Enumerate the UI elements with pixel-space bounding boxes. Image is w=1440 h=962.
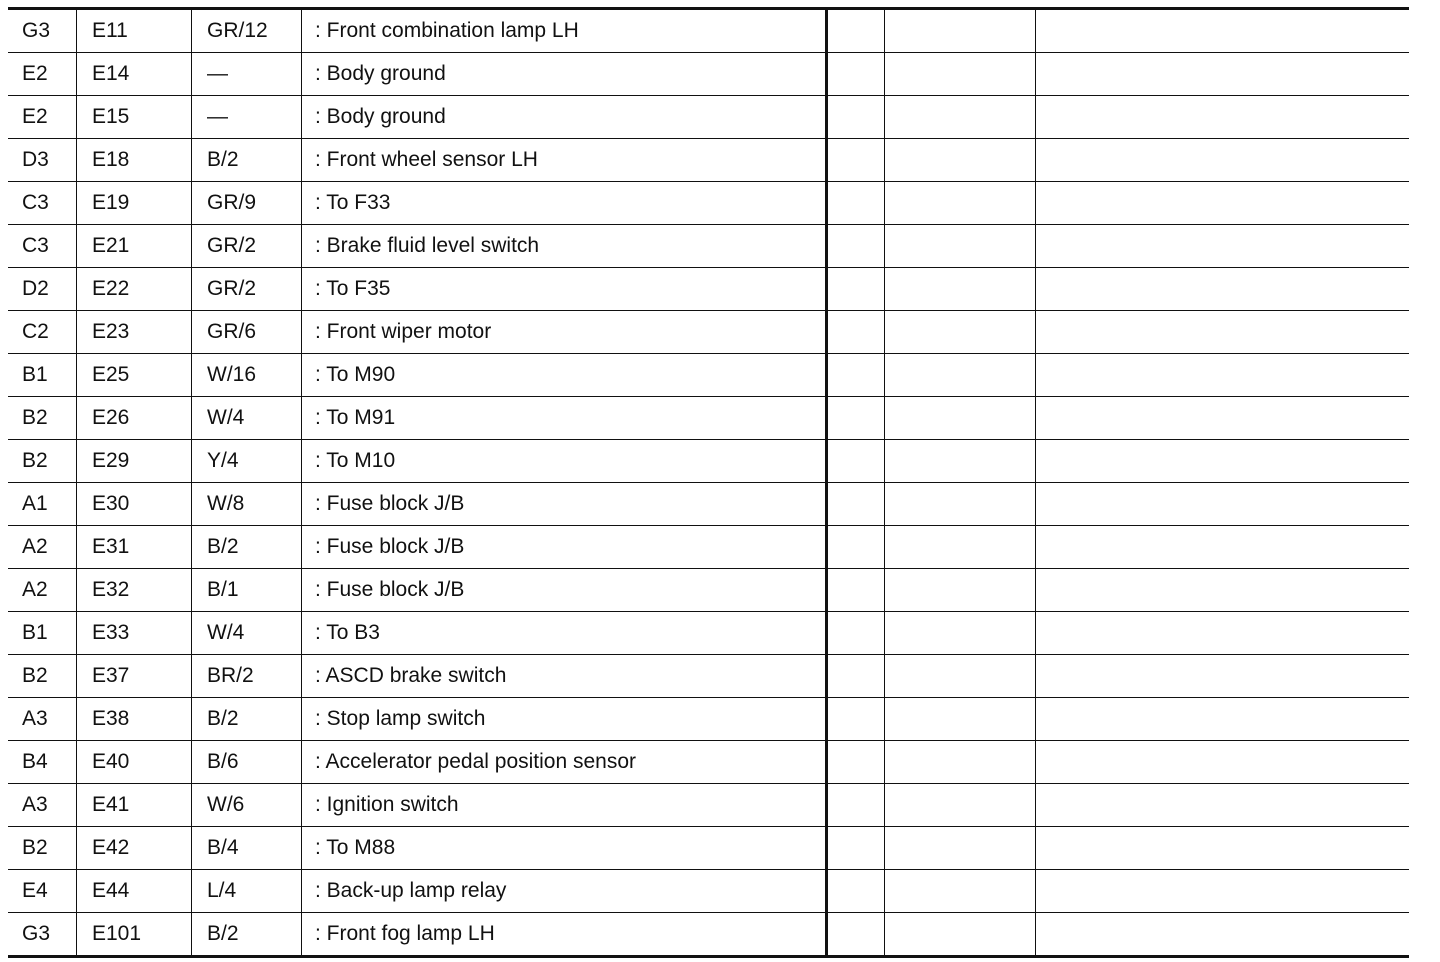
description-cell: : To F33 xyxy=(302,182,827,225)
connector-number-cell: E26 xyxy=(77,397,192,440)
empty-cell xyxy=(1036,483,1410,526)
connector-list-sheet xyxy=(8,7,1409,958)
table-row xyxy=(8,698,1409,741)
empty-cell xyxy=(827,440,885,483)
empty-cell xyxy=(827,9,885,53)
grid-reference-cell: A3 xyxy=(8,784,77,827)
grid-reference-cell: E2 xyxy=(8,53,77,96)
wire-color-cell: W/6 xyxy=(192,784,302,827)
wire-color-cell: B/2 xyxy=(192,913,302,957)
grid-reference-cell: E2 xyxy=(8,96,77,139)
connector-number-cell: E42 xyxy=(77,827,192,870)
empty-cell xyxy=(827,139,885,182)
wire-color-cell: B/2 xyxy=(192,139,302,182)
empty-cell xyxy=(885,913,1036,957)
table-row xyxy=(8,655,1409,698)
description-cell: : Fuse block J/B xyxy=(302,483,827,526)
empty-cell xyxy=(827,354,885,397)
description-cell: : Front wheel sensor LH xyxy=(302,139,827,182)
connector-number-cell: E33 xyxy=(77,612,192,655)
grid-reference-cell: E4 xyxy=(8,870,77,913)
connector-number-cell: E23 xyxy=(77,311,192,354)
empty-cell xyxy=(885,96,1036,139)
empty-cell xyxy=(1036,913,1410,957)
table-row xyxy=(8,311,1409,354)
connector-number-cell: E11 xyxy=(77,9,192,53)
connector-number-cell: E25 xyxy=(77,354,192,397)
table-row xyxy=(8,96,1409,139)
wire-color-cell: B/2 xyxy=(192,526,302,569)
wire-color-cell: Y/4 xyxy=(192,440,302,483)
table-row xyxy=(8,440,1409,483)
wire-color-cell: W/4 xyxy=(192,612,302,655)
empty-cell xyxy=(827,268,885,311)
grid-reference-cell: C3 xyxy=(8,182,77,225)
description-cell: : To M10 xyxy=(302,440,827,483)
grid-reference-cell: A3 xyxy=(8,698,77,741)
connector-number-cell: E40 xyxy=(77,741,192,784)
empty-cell xyxy=(885,870,1036,913)
wire-color-cell: GR/12 xyxy=(192,9,302,53)
connector-number-cell: E14 xyxy=(77,53,192,96)
empty-cell xyxy=(885,53,1036,96)
empty-cell xyxy=(827,182,885,225)
empty-cell xyxy=(827,311,885,354)
table-row xyxy=(8,870,1409,913)
grid-reference-cell: B2 xyxy=(8,440,77,483)
empty-cell xyxy=(885,354,1036,397)
empty-cell xyxy=(885,655,1036,698)
empty-cell xyxy=(1036,741,1410,784)
description-cell: : To F35 xyxy=(302,268,827,311)
grid-reference-cell: A2 xyxy=(8,569,77,612)
empty-cell xyxy=(885,225,1036,268)
description-cell: : Brake fluid level switch xyxy=(302,225,827,268)
wire-color-cell: W/16 xyxy=(192,354,302,397)
empty-cell xyxy=(1036,827,1410,870)
description-cell: : Body ground xyxy=(302,53,827,96)
connector-number-cell: E19 xyxy=(77,182,192,225)
connector-number-cell: E31 xyxy=(77,526,192,569)
grid-reference-cell: B1 xyxy=(8,354,77,397)
grid-reference-cell: D3 xyxy=(8,139,77,182)
connector-number-cell: E15 xyxy=(77,96,192,139)
empty-cell xyxy=(1036,139,1410,182)
table-row xyxy=(8,827,1409,870)
grid-reference-cell: B4 xyxy=(8,741,77,784)
wire-color-cell: B/4 xyxy=(192,827,302,870)
table-row xyxy=(8,225,1409,268)
wire-color-cell: W/8 xyxy=(192,483,302,526)
empty-cell xyxy=(1036,569,1410,612)
empty-cell xyxy=(1036,784,1410,827)
wire-color-cell: GR/6 xyxy=(192,311,302,354)
table-row xyxy=(8,612,1409,655)
empty-cell xyxy=(885,182,1036,225)
empty-cell xyxy=(885,440,1036,483)
description-cell: : Accelerator pedal position sensor xyxy=(302,741,827,784)
wire-color-cell: B/6 xyxy=(192,741,302,784)
grid-reference-cell: A2 xyxy=(8,526,77,569)
connector-number-cell: E21 xyxy=(77,225,192,268)
connector-number-cell: E18 xyxy=(77,139,192,182)
grid-reference-cell: B2 xyxy=(8,655,77,698)
empty-cell xyxy=(827,741,885,784)
empty-cell xyxy=(1036,9,1410,53)
empty-cell xyxy=(885,741,1036,784)
wire-color-cell: B/2 xyxy=(192,698,302,741)
empty-cell xyxy=(1036,268,1410,311)
table-body xyxy=(8,9,1409,957)
empty-cell xyxy=(827,225,885,268)
table-row xyxy=(8,483,1409,526)
empty-cell xyxy=(827,913,885,957)
grid-reference-cell: A1 xyxy=(8,483,77,526)
description-cell: : Front wiper motor xyxy=(302,311,827,354)
empty-cell xyxy=(1036,53,1410,96)
empty-cell xyxy=(827,526,885,569)
empty-cell xyxy=(827,784,885,827)
wire-color-cell: W/4 xyxy=(192,397,302,440)
table-row xyxy=(8,397,1409,440)
empty-cell xyxy=(885,784,1036,827)
description-cell: : Stop lamp switch xyxy=(302,698,827,741)
empty-cell xyxy=(885,827,1036,870)
grid-reference-cell: D2 xyxy=(8,268,77,311)
description-cell: : To M90 xyxy=(302,354,827,397)
table-row xyxy=(8,139,1409,182)
grid-reference-cell: G3 xyxy=(8,9,77,53)
wire-color-cell: L/4 xyxy=(192,870,302,913)
empty-cell xyxy=(1036,311,1410,354)
description-cell: : Body ground xyxy=(302,96,827,139)
table-row xyxy=(8,913,1409,957)
description-cell: : ASCD brake switch xyxy=(302,655,827,698)
wire-color-cell: B/1 xyxy=(192,569,302,612)
table-row xyxy=(8,268,1409,311)
empty-cell xyxy=(827,827,885,870)
connector-number-cell: E38 xyxy=(77,698,192,741)
wire-color-cell: BR/2 xyxy=(192,655,302,698)
empty-cell xyxy=(885,483,1036,526)
empty-cell xyxy=(827,655,885,698)
empty-cell xyxy=(1036,182,1410,225)
table-row xyxy=(8,569,1409,612)
empty-cell xyxy=(827,870,885,913)
wire-color-cell: GR/9 xyxy=(192,182,302,225)
connector-number-cell: E32 xyxy=(77,569,192,612)
connector-number-cell: E37 xyxy=(77,655,192,698)
empty-cell xyxy=(1036,354,1410,397)
empty-cell xyxy=(827,96,885,139)
empty-cell xyxy=(885,397,1036,440)
empty-cell xyxy=(1036,870,1410,913)
table-row xyxy=(8,784,1409,827)
description-cell: : To M88 xyxy=(302,827,827,870)
empty-cell xyxy=(885,612,1036,655)
description-cell: : Front fog lamp LH xyxy=(302,913,827,957)
grid-reference-cell: B2 xyxy=(8,827,77,870)
empty-cell xyxy=(885,268,1036,311)
description-cell: : To B3 xyxy=(302,612,827,655)
connector-table xyxy=(8,7,1409,958)
empty-cell xyxy=(885,139,1036,182)
empty-cell xyxy=(1036,526,1410,569)
wire-color-cell: GR/2 xyxy=(192,225,302,268)
connector-number-cell: E22 xyxy=(77,268,192,311)
grid-reference-cell: B1 xyxy=(8,612,77,655)
empty-cell xyxy=(827,483,885,526)
empty-cell xyxy=(885,526,1036,569)
empty-cell xyxy=(1036,655,1410,698)
grid-reference-cell: B2 xyxy=(8,397,77,440)
wire-color-cell: GR/2 xyxy=(192,268,302,311)
description-cell: : Fuse block J/B xyxy=(302,569,827,612)
table-row xyxy=(8,741,1409,784)
table-row xyxy=(8,53,1409,96)
table-row xyxy=(8,9,1409,53)
empty-cell xyxy=(1036,440,1410,483)
empty-cell xyxy=(827,569,885,612)
connector-number-cell: E44 xyxy=(77,870,192,913)
empty-cell xyxy=(885,9,1036,53)
connector-number-cell: E29 xyxy=(77,440,192,483)
grid-reference-cell: C2 xyxy=(8,311,77,354)
empty-cell xyxy=(1036,225,1410,268)
wire-color-cell: — xyxy=(192,53,302,96)
description-cell: : Back-up lamp relay xyxy=(302,870,827,913)
description-cell: : Fuse block J/B xyxy=(302,526,827,569)
wire-color-cell: — xyxy=(192,96,302,139)
description-cell: : Ignition switch xyxy=(302,784,827,827)
empty-cell xyxy=(827,612,885,655)
empty-cell xyxy=(885,569,1036,612)
description-cell: : To M91 xyxy=(302,397,827,440)
empty-cell xyxy=(885,311,1036,354)
empty-cell xyxy=(1036,612,1410,655)
empty-cell xyxy=(827,53,885,96)
empty-cell xyxy=(827,397,885,440)
connector-number-cell: E30 xyxy=(77,483,192,526)
connector-number-cell: E41 xyxy=(77,784,192,827)
description-cell: : Front combination lamp LH xyxy=(302,9,827,53)
grid-reference-cell: C3 xyxy=(8,225,77,268)
empty-cell xyxy=(827,698,885,741)
connector-number-cell: E101 xyxy=(77,913,192,957)
empty-cell xyxy=(1036,397,1410,440)
table-row xyxy=(8,526,1409,569)
empty-cell xyxy=(1036,96,1410,139)
table-row xyxy=(8,354,1409,397)
empty-cell xyxy=(1036,698,1410,741)
empty-cell xyxy=(885,698,1036,741)
grid-reference-cell: G3 xyxy=(8,913,77,957)
table-row xyxy=(8,182,1409,225)
